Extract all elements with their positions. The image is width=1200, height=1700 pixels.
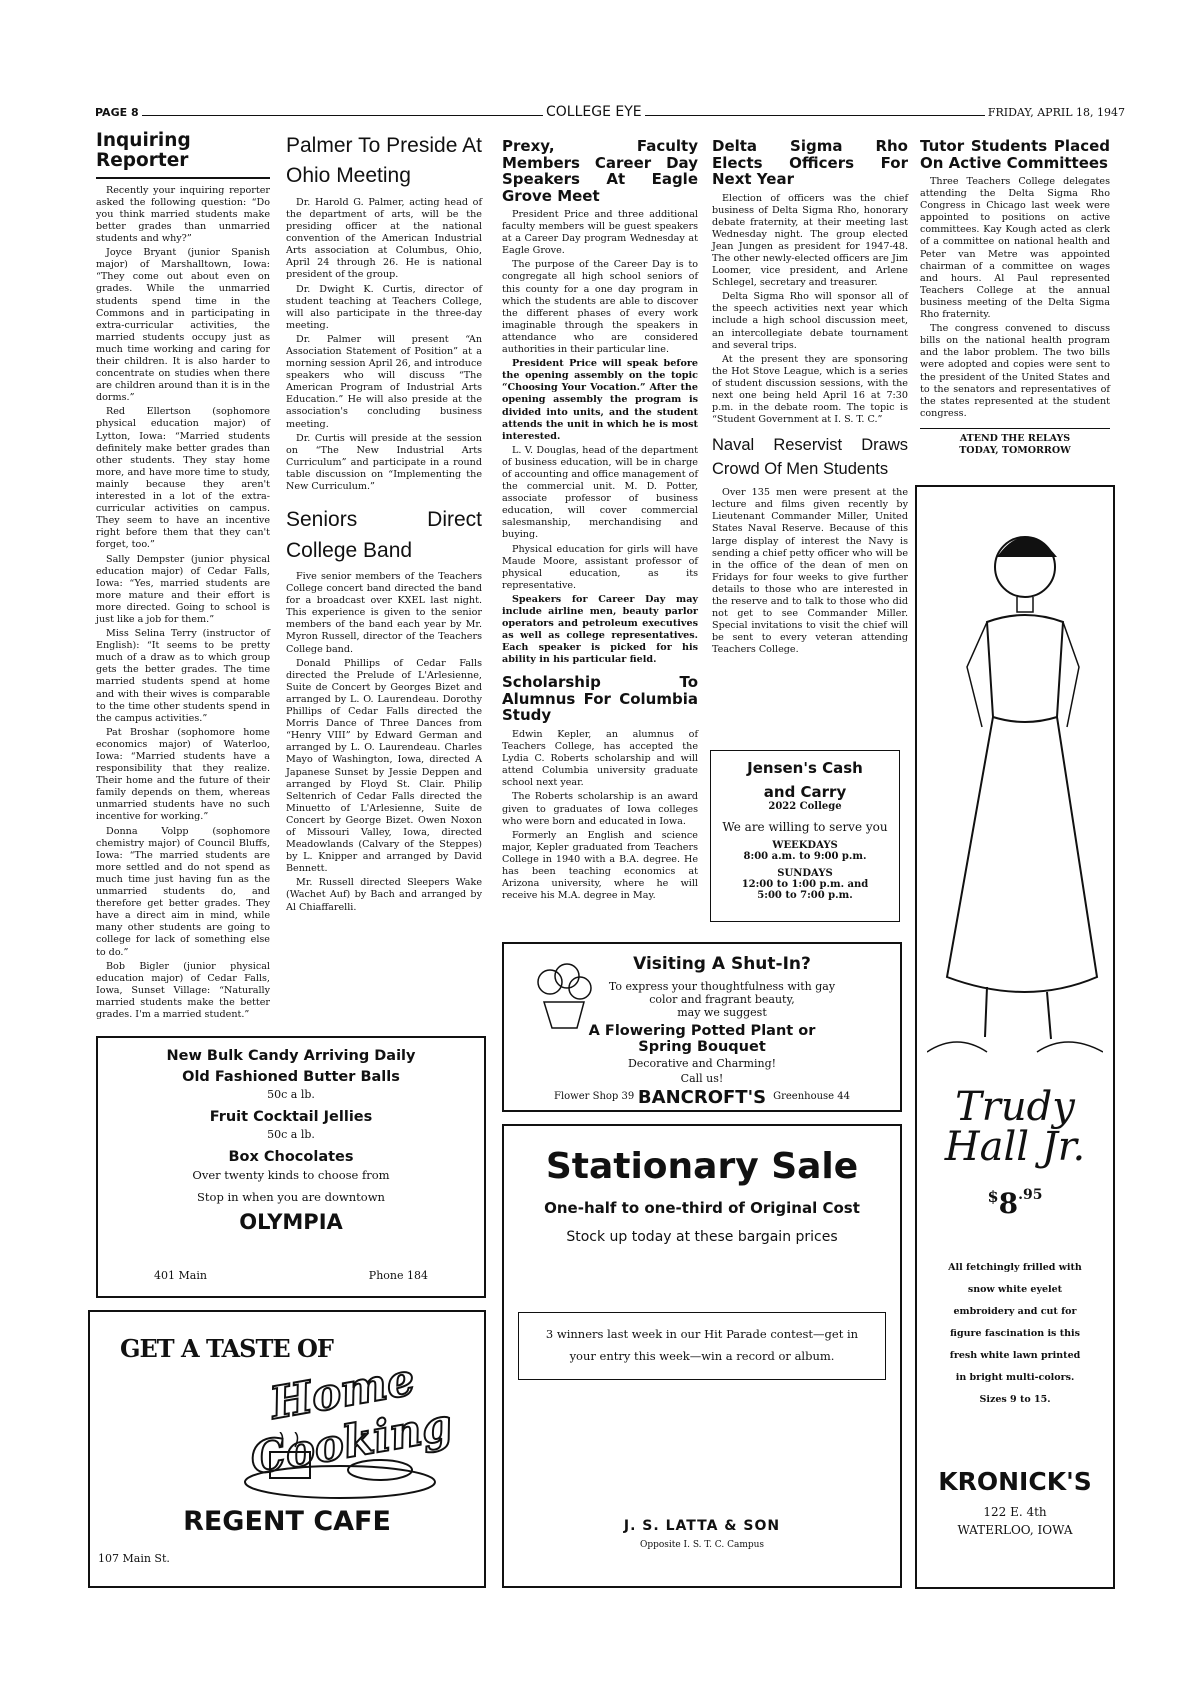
- ad-regent: [88, 1310, 486, 1588]
- ad-title: Jensen's Cash: [747, 759, 863, 777]
- paragraph: Miss Selina Terry (instructor of English): “It seems to be pretty much of a draw as to which group gets the better grades. The time married students spend at home and with their wives is comparable to the time other students spend in the campus activities.”: [96, 628, 270, 724]
- contest-line: 3 winners last week in our Hit Parade contest—get in: [545, 1327, 859, 1341]
- paragraph: Red Ellertson (sophomore physical education major) of Lytton, Iowa: “Married students definitely make better grades than other students. They stay home more, and have more time to study, mainly because they aren't interested in a lot of the extra-curricular activities on campus. They seem to have an incentive right before them that they can't forget, too.”: [96, 406, 270, 551]
- divider: [920, 428, 1110, 429]
- ad-jensen: [710, 750, 900, 922]
- desc-line: Sizes 9 to 15.: [979, 1394, 1051, 1405]
- desc-line: All fetchingly frilled with: [948, 1262, 1082, 1273]
- column-3: [502, 138, 698, 904]
- column-5: [920, 138, 1110, 457]
- ad-tagline: We are willing to serve you: [722, 820, 888, 834]
- ad-title: and Carry: [763, 783, 847, 801]
- ad-name: OLYMPIA: [239, 1210, 343, 1234]
- ad-headline: Stationary Sale: [545, 1146, 859, 1187]
- relays-notice: [920, 433, 1110, 457]
- ad-hours-label: WEEKDAYS: [772, 840, 838, 851]
- issue-date: FRIDAY, APRIL 18, 1947: [985, 106, 1125, 119]
- ad-bancroft: [502, 942, 902, 1112]
- ad-line: color and fragrant beauty,: [649, 993, 795, 1006]
- ad-hours: 8:00 a.m. to 9:00 p.m.: [743, 851, 867, 862]
- price-dollar: $: [987, 1187, 999, 1206]
- brand-logo: Trudy Hall Jr.: [944, 1084, 1086, 1170]
- column-1: [96, 131, 270, 1023]
- headline-inquiring-reporter: Inquiring Reporter: [96, 130, 191, 172]
- desc-line: fresh white lawn printed: [949, 1350, 1081, 1361]
- relays-line: TODAY, TOMORROW: [959, 444, 1071, 456]
- ad-price: 50c a lb.: [267, 1088, 315, 1101]
- desc-line: figure fascination is this: [950, 1328, 1080, 1339]
- price-main: 8: [998, 1187, 1019, 1220]
- contest-box: [518, 1312, 886, 1380]
- ad-address: 2022 College: [768, 801, 842, 812]
- ad-line: Over twenty kinds to choose from: [192, 1168, 390, 1182]
- paragraph: Dr. Harold G. Palmer, acting head of the department of arts, will be the presiding officer at the national convention of the American Industrial Arts association at Columbus, Ohio, April 24 through 26. He is national president of the group.: [286, 196, 482, 281]
- ad-slogan: GET A TASTE OF: [120, 1334, 333, 1363]
- contest-line: your entry this week—win a record or album.: [569, 1349, 835, 1363]
- ad-line: may we suggest: [677, 1006, 767, 1019]
- headline-tutor-students: Tutor Students Placed On Active Committees: [920, 137, 1110, 172]
- ad-name: REGENT CAFE: [183, 1506, 391, 1537]
- paragraph: L. V. Douglas, head of the department of business education, will be in charge of accounting and office management of the commercial unit. M. D. Potter, associate professor of business education, will cover commercial salesmanship, merchandising and buying.: [502, 444, 698, 541]
- paragraph: Delta Sigma Rho will sponsor all of the speech activities next year which include a high school discussion meet, an intercollegiate debate tournament and several trips.: [712, 291, 908, 351]
- ad-script-title: Home Cooking: [246, 1354, 457, 1485]
- headline-prexy: Prexy, Faculty Members Career Day Speakers At Eagle Grove Meet: [502, 137, 698, 205]
- paragraph: Dr. Dwight K. Curtis, director of student teaching at Teachers College, will also participate in the three-day meeting.: [286, 283, 482, 331]
- paragraph: President Price will speak before the opening assembly on the topic “Choosing Your Vocation.” After the opening assembly the program is divided into units, and the student attends the unit in which he is most interested.: [502, 358, 698, 442]
- paragraph: The Roberts scholarship is an award given to graduates of Iowa colleges who were born and educated in Iowa.: [502, 791, 698, 827]
- price: [917, 1187, 1113, 1220]
- ad-line: Old Fashioned Butter Balls: [182, 1069, 400, 1085]
- food-illustration: [240, 1432, 440, 1502]
- ad-phone: Flower Shop 39: [554, 1091, 635, 1102]
- paragraph: Speakers for Career Day may include airline men, beauty parlor operators and petroleum executives as well as college representatives. Each speaker is picked for his ability in his particular field.: [502, 593, 698, 666]
- paragraph: The congress convened to discuss bills on the national health program and the labor problem. The two bills were adopted and copies were sent to the president of the United States and to the senators and representatives of the states represented at the student congress.: [920, 323, 1110, 419]
- ad-phone: Greenhouse 44: [773, 1091, 850, 1102]
- ad-address: 122 E. 4th: [983, 1505, 1047, 1519]
- paragraph: Election of officers was the chief business of Delta Sigma Rho, honorary debate fraternity, at their meeting last Wednesday night. The group elected Jean Jungen as president for 1947-48. The other newly-elected officers are Jim Loomer, vice president, and Arlene Schlegel, secretary and treasurer.: [712, 192, 908, 289]
- ad-price: 50c a lb.: [267, 1128, 315, 1141]
- ad-line: Fruit Cocktail Jellies: [209, 1109, 373, 1125]
- paragraph: Dr. Curtis will preside at the session on “The New Industrial Arts Curriculum” and participate in a round table discussion on “Implementing the New Curriculum.”: [286, 432, 482, 493]
- column-4: [712, 138, 908, 658]
- paragraph: Bob Bigler (junior physical education major) of Cedar Falls, Iowa, Sunset Village: “Naturally married students make the better grades. I'm a married student.”: [96, 960, 270, 1020]
- ad-line: To express your thoughtfulness with gay: [608, 980, 836, 993]
- desc-line: snow white eyelet: [967, 1284, 1063, 1295]
- paragraph: Donald Phillips of Cedar Falls directed the Prelude of L'Arlesienne, Suite de Concert by Georges Bizet and arranged by L. O. Laurendeau. Dorothy Phillips of Cedar Falls directed the Morris Dance of Three Dances from “Henry VIII” by Edward German and arranged by L. O. Laurendeau. Charles Mayo of Washington, Iowa, directed A Japanese Sunset by Jessie Deppen and arranged by Floyd St. Clair. Philip Seltenrich of Cedar Falls directed the Minuetto of L'Arlesienne, Suite de Concert by George Bizet. Owen Noxon of Missouri Valley, Iowa, directed Meadowlands (Calvary of the Steppes) by L. Knipper and arranged by David Bennett.: [286, 657, 482, 875]
- headline-delta-sigma: Delta Sigma Rho Elects Officers For Next Year: [712, 137, 908, 188]
- ad-hours-label: SUNDAYS: [777, 868, 833, 879]
- paragraph: Formerly an English and science major, Kepler graduated from Teachers College in 1940 with a B.A. degree. He has been teaching economics at Arizona university, where he will receive his M.A. degree in May.: [502, 829, 698, 902]
- paragraph: Over 135 men were present at the lecture and films given recently by Lieutenant Commander Miller, United States Naval Reserve. Because of this large display of interest the Navy is sending a chief petty officer who will be in the office of the dean of men on Fridays for four weeks to give further details to those who are interested in the reserve and to talk to those who did not get to see Commander Miller. Special invitations to visit the chief will be sent to every veteran attending Teachers College.: [712, 487, 908, 656]
- paragraph: Pat Broshar (sophomore home economics major) of Waterloo, Iowa: “Married students have a responsibility that they realize. Their home and the future of their family depends on them, whereas unmarried students have no such incentive for working.”: [96, 726, 270, 823]
- headline-seniors-band: Seniors Direct College Band: [286, 508, 482, 562]
- ad-address: 107 Main St.: [98, 1552, 170, 1565]
- ad-description: [917, 1257, 1113, 1411]
- ad-address: WATERLOO, IOWA: [957, 1523, 1073, 1537]
- ad-address: 401 Main: [154, 1269, 207, 1282]
- ad-line: New Bulk Candy Arriving Daily: [166, 1048, 416, 1064]
- paragraph: The purpose of the Career Day is to congregate all high school seniors of this county for a one day program in which the students are able to discover the different phases of every work imaginable through the speakers in attendance who are considered authorities in their particular line.: [502, 259, 698, 356]
- ad-headline: Visiting A Shut-In?: [633, 954, 811, 974]
- ad-line: Box Chocolates: [228, 1149, 354, 1165]
- price-cents: .95: [1018, 1187, 1043, 1203]
- ad-line: Decorative and Charming!: [627, 1057, 777, 1070]
- paragraph: Donna Volpp (sophomore chemistry major) of Council Bluffs, Iowa: “The married students are more settled and do not spend as much time just having fun as the unmarried students do, and therefore get better grades. They have a direct aim in mind, while many other students are going to college for lack of something else to do.”: [96, 825, 270, 958]
- desc-line: embroidery and cut for: [953, 1306, 1077, 1317]
- ad-subheadline: One-half to one-third of Original Cost: [544, 1199, 860, 1217]
- headline-naval-reservist: Naval Reservist Draws Crowd Of Men Students: [712, 436, 908, 479]
- ad-phone: Phone 184: [368, 1269, 428, 1282]
- paper-title: COLLEGE EYE: [543, 104, 645, 120]
- paragraph: Recently your inquiring reporter asked the following question: “Do you think married students make better grades than unmarried students and why?”: [96, 184, 270, 245]
- ad-subheadline: Stock up today at these bargain prices: [566, 1229, 838, 1245]
- page-number: PAGE 8: [95, 106, 142, 119]
- ad-kronick: [915, 485, 1115, 1589]
- masthead: [95, 106, 1125, 128]
- ad-line: Call us!: [680, 1072, 724, 1085]
- ad-hours: 5:00 to 7:00 p.m.: [757, 890, 853, 901]
- ad-name: BANCROFT'S: [637, 1087, 767, 1108]
- ad-name: J. S. LATTA & SON: [623, 1518, 781, 1534]
- paragraph: Five senior members of the Teachers College concert band directed the band for a broadcast over KXEL last night. This experience is given to the senior members of the band each year by Mr. Myron Russell, director of the Teachers College band.: [286, 571, 482, 655]
- ad-offer: Spring Bouquet: [638, 1039, 766, 1055]
- paragraph: Mr. Russell directed Sleepers Wake (Wachet Auf) by Bach and arranged by Al Chiaffarelli.: [286, 877, 482, 913]
- column-2: [286, 131, 482, 916]
- paragraph: Sally Dempster (junior physical education major) of Cedar Falls, Iowa: “Yes, married students are more mature and their effort is more directed. Going to school is just like a job for them.”: [96, 553, 270, 625]
- flower-pot-icon: [522, 962, 602, 1032]
- ad-hours: 12:00 to 1:00 p.m. and: [741, 879, 869, 890]
- paragraph: Edwin Kepler, an alumnus of Teachers College, has accepted the Lydia C. Roberts scholarship and will attend Columbia university graduate school next year.: [502, 728, 698, 789]
- ad-address: Opposite I. S. T. C. Campus: [639, 1540, 765, 1550]
- paragraph: President Price and three additional faculty members will be guest speakers at a Career Day program Wednesday at Eagle Grove.: [502, 209, 698, 257]
- paragraph: Joyce Bryant (junior Spanish major) of Marshalltown, Iowa: “They come out about even on grades. While the unmarried students spend time in the Commons and in participating in extra-curricular activities, the married students occupy just as much time working and caring for their children. It is also harder to concentrate on studies when there are children around than it is in the dorms.”: [96, 247, 270, 404]
- relays-line: ATEND THE RELAYS: [959, 432, 1071, 444]
- paragraph: Three Teachers College delegates attending the Delta Sigma Rho Congress in Chicago last week were appointed to positions on active committees. Kay Kough acted as clerk of a committee on national health and Peter van Metre was appointed chairman of a committee on wages and hours. Al Paul represented Teachers College at the annual business meeting of the Delta Sigma Rho fraternity.: [920, 176, 1110, 321]
- ad-olympia: [96, 1036, 486, 1298]
- paragraph: Physical education for girls will have Maude Moore, assistant professor of physical education, as its representative.: [502, 543, 698, 591]
- dress-illustration: [927, 507, 1103, 1067]
- ad-latta: [502, 1124, 902, 1588]
- ad-line: Stop in when you are downtown: [197, 1190, 385, 1204]
- paragraph: At the present they are sponsoring the Hot Stove League, which is a series of student discussion sessions, with the next one being held April 16 at 7:30 p.m. in the debate room. The topic is “Student Government at I. S. T. C.”: [712, 353, 908, 426]
- ad-name: KRONICK'S: [938, 1467, 1092, 1496]
- desc-line: in bright multi-colors.: [955, 1372, 1075, 1383]
- headline-rule: [96, 177, 270, 179]
- headline-palmer: Palmer To Preside At Ohio Meeting: [286, 134, 482, 188]
- headline-scholarship: Scholarship To Alumnus For Columbia Study: [502, 673, 698, 725]
- ad-offer: A Flowering Potted Plant or: [588, 1023, 816, 1039]
- paragraph: Dr. Palmer will present “An Association Statement of Position” at a morning session April 26, and introduce speakers who will discuss “The American Program of Industrial Arts Education.” He will also preside at the association's concluding business meeting.: [286, 333, 482, 430]
